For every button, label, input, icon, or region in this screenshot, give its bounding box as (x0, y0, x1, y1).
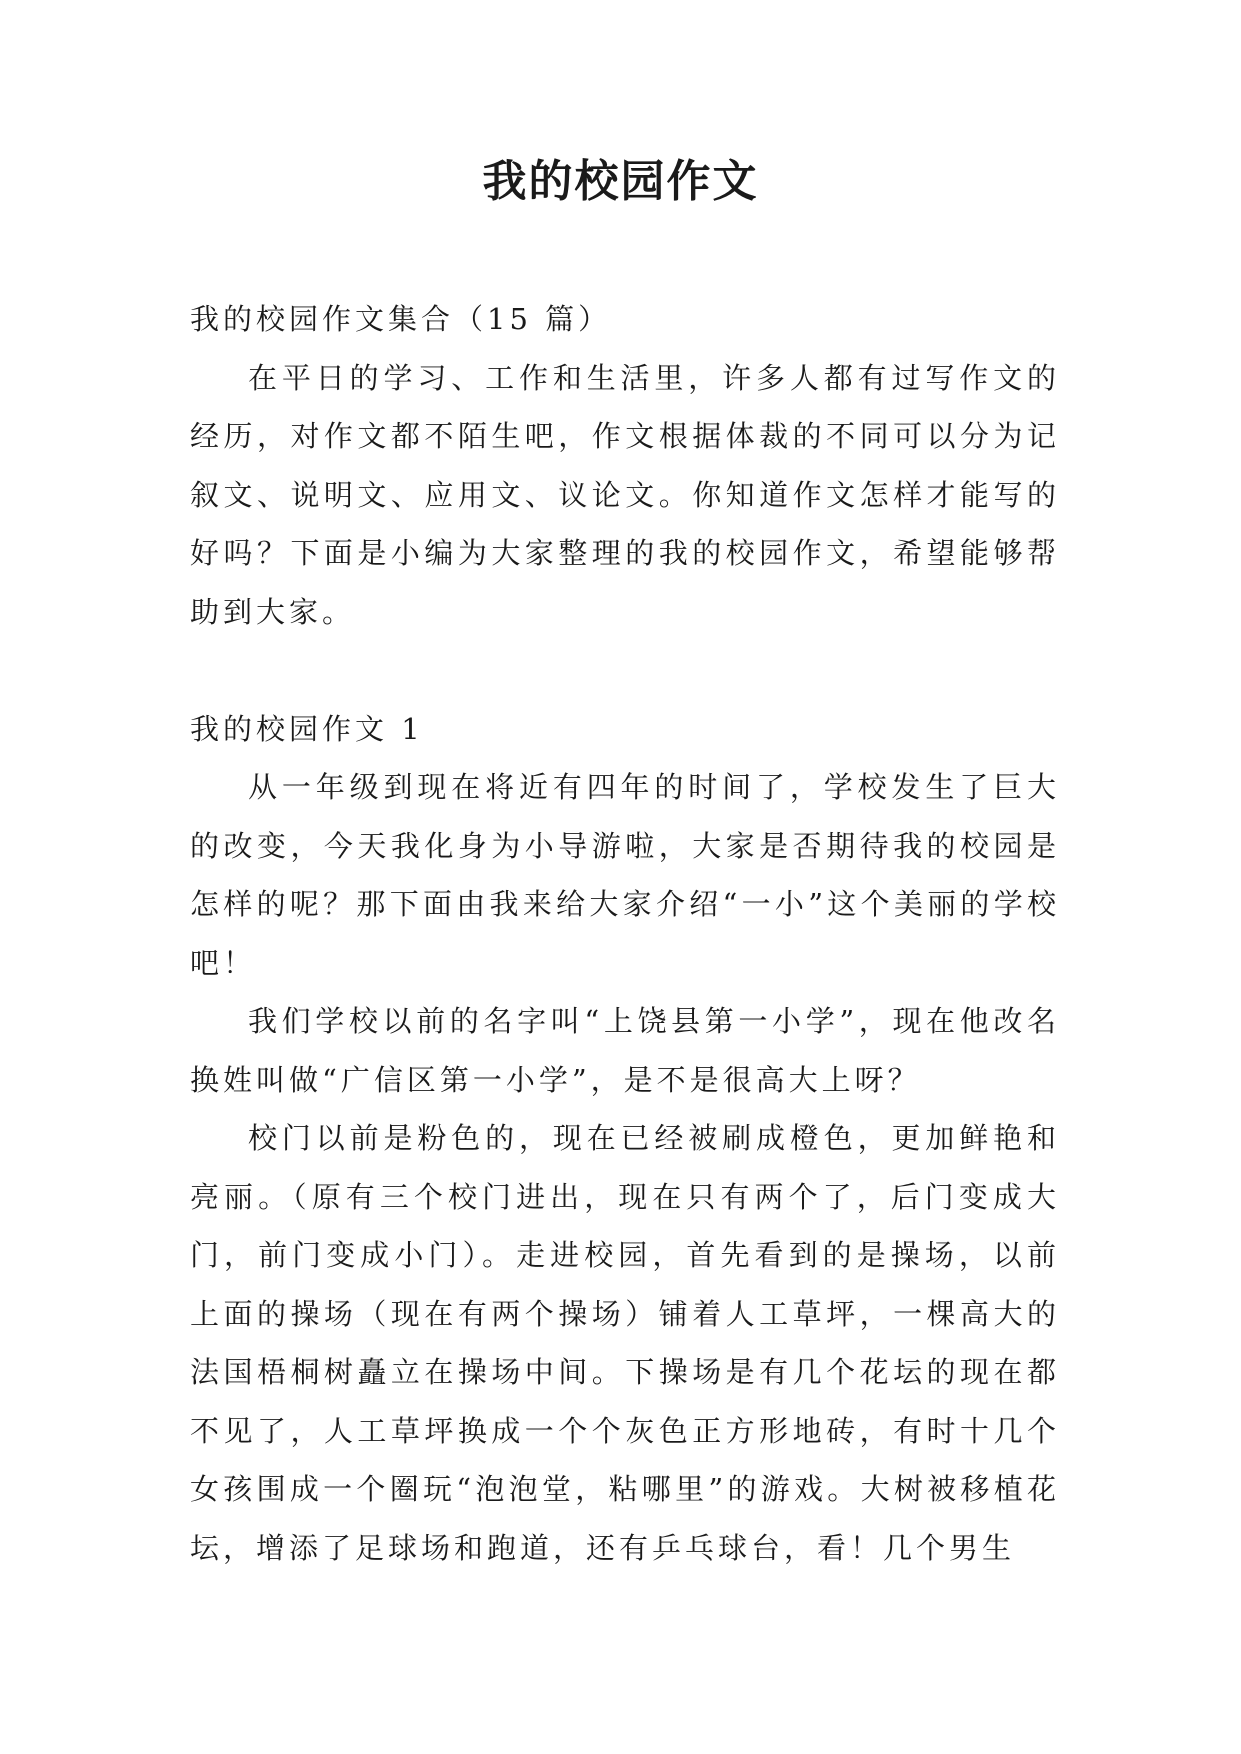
section-spacer (190, 641, 1060, 700)
essay-1-paragraph-1: 从一年级到现在将近有四年的时间了，学校发生了巨大的改变，今天我化身为小导游啦，大家是否期待我的校园是怎样的呢？那下面由我来给大家介绍“一小”这个美丽的学校吧！ (190, 770, 1060, 980)
intro-heading: 我的校园作文集合（15 篇） (190, 302, 612, 336)
intro-paragraph: 在平日的学习、工作和生活里，许多人都有过写作文的经历，对作文都不陌生吧，作文根据体裁的不同可以分为记叙文、说明文、应用文、议论文。你知道作文怎样才能写的好吗？下面是小编为大家整理的我的校园作文，希望能够帮助到大家。 (190, 360, 1060, 629)
essay-1-paragraph-2: 我们学校以前的名字叫“上饶县第一小学”，现在他改名换姓叫做“广信区第一小学”，是不是很高大上呀？ (190, 1004, 1060, 1097)
essay-1-heading: 我的校园作文 1 (190, 711, 424, 746)
document-title: 我的校园作文 (482, 156, 759, 207)
essay-1-paragraph-3: 校门以前是粉色的，现在已经被刷成橙色，更加鲜艳和亮丽。（原有三个校门进出，现在只有两个了，后门变成大门，前门变成小门）。走进校园，首先看到的是操场，以前上面的操场（现在有两个操场）铺着人工草坪，一棵高大的法国梧桐树矗立在操场中间。下操场是有几个花坛的现在都不见了，人工草坪换成一个个灰色正方形地砖，有时十几个女孩围成一个圈玩“泡泡堂，粘哪里”的游戏。大树被移植花坛，增添了足球场和跑道，还有乒乓球台，看！几个男生 (190, 1121, 1060, 1565)
document-body (190, 290, 1060, 1577)
